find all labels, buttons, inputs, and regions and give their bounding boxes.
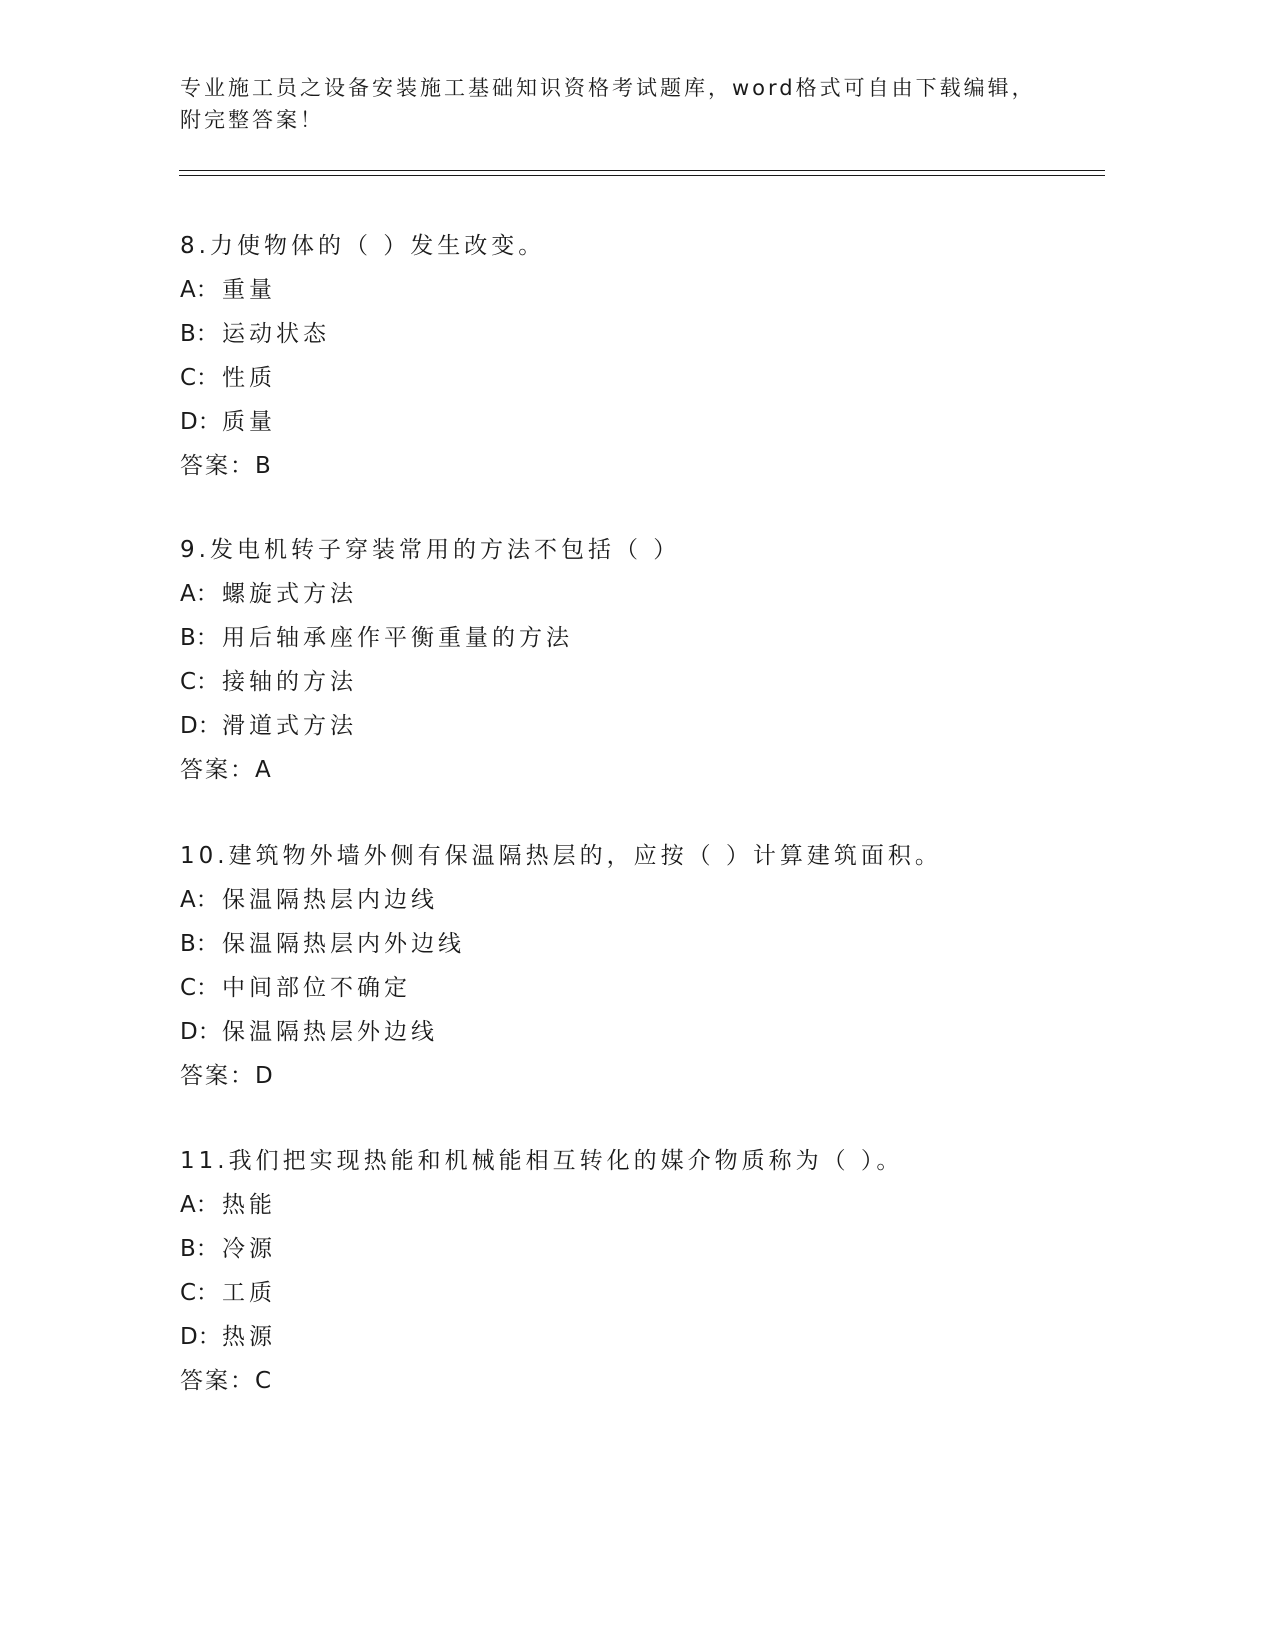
option-b <box>180 922 1100 966</box>
question-10 <box>180 834 1100 1098</box>
option-text: 保温隔热层外边线 <box>222 1019 438 1045</box>
option-a <box>180 268 1100 312</box>
document-header <box>180 72 1060 136</box>
option-b <box>180 1227 1100 1271</box>
header-divider-bottom <box>179 175 1105 176</box>
option-d <box>180 1010 1100 1054</box>
option-text: 保温隔热层内边线 <box>222 887 438 913</box>
option-letter: C： <box>180 365 220 391</box>
question-9 <box>180 528 1100 792</box>
option-text: 运动状态 <box>222 321 330 347</box>
question-stem: 11.我们把实现热能和机械能相互转化的媒介物质称为（ ）。 <box>180 1148 904 1174</box>
option-letter: D： <box>180 1324 221 1350</box>
option-text: 用后轴承座作平衡重量的方法 <box>222 625 573 651</box>
option-text: 热源 <box>222 1324 276 1350</box>
option-text: 热能 <box>222 1192 276 1218</box>
option-d <box>180 704 1100 748</box>
option-letter: C： <box>180 975 220 1001</box>
option-letter: B： <box>180 931 219 957</box>
option-text: 冷源 <box>222 1236 276 1262</box>
option-letter: C： <box>180 1280 220 1306</box>
option-text: 重量 <box>222 277 276 303</box>
option-text: 滑道式方法 <box>222 713 357 739</box>
option-text: 保温隔热层内外边线 <box>222 931 465 957</box>
header-line-2: 附完整答案！ <box>180 108 324 132</box>
option-letter: A： <box>180 277 219 303</box>
option-letter: B： <box>180 1236 219 1262</box>
question-11 <box>180 1139 1100 1403</box>
answer-line: 答案：A <box>180 757 273 783</box>
option-c <box>180 660 1100 704</box>
option-letter: B： <box>180 321 219 347</box>
option-b <box>180 312 1100 356</box>
option-c <box>180 356 1100 400</box>
option-a <box>180 572 1100 616</box>
option-d <box>180 400 1100 444</box>
option-b <box>180 616 1100 660</box>
option-letter: C： <box>180 669 220 695</box>
header-divider-top <box>179 170 1105 171</box>
answer-line: 答案：C <box>180 1368 274 1394</box>
question-8 <box>180 224 1100 488</box>
option-text: 工质 <box>222 1280 276 1306</box>
option-text: 接轴的方法 <box>222 669 357 695</box>
option-c <box>180 1271 1100 1315</box>
option-a <box>180 878 1100 922</box>
option-letter: D： <box>180 1019 221 1045</box>
question-stem: 9.发电机转子穿装常用的方法不包括（ ） <box>180 537 681 563</box>
option-text: 螺旋式方法 <box>222 581 357 607</box>
option-text: 性质 <box>222 365 276 391</box>
header-line-1: 专业施工员之设备安装施工基础知识资格考试题库，word格式可自由下载编辑， <box>180 76 1036 100</box>
option-text: 中间部位不确定 <box>222 975 411 1001</box>
question-stem: 10.建筑物外墙外侧有保温隔热层的，应按（ ）计算建筑面积。 <box>180 843 942 869</box>
option-letter: A： <box>180 581 219 607</box>
option-letter: A： <box>180 1192 219 1218</box>
answer-line: 答案：D <box>180 1063 275 1089</box>
option-text: 质量 <box>222 409 276 435</box>
option-letter: D： <box>180 409 221 435</box>
option-a <box>180 1183 1100 1227</box>
option-c <box>180 966 1100 1010</box>
option-letter: A： <box>180 887 219 913</box>
option-letter: B： <box>180 625 219 651</box>
question-stem: 8.力使物体的（ ）发生改变。 <box>180 233 546 259</box>
option-d <box>180 1315 1100 1359</box>
option-letter: D： <box>180 713 221 739</box>
answer-line: 答案：B <box>180 453 273 479</box>
